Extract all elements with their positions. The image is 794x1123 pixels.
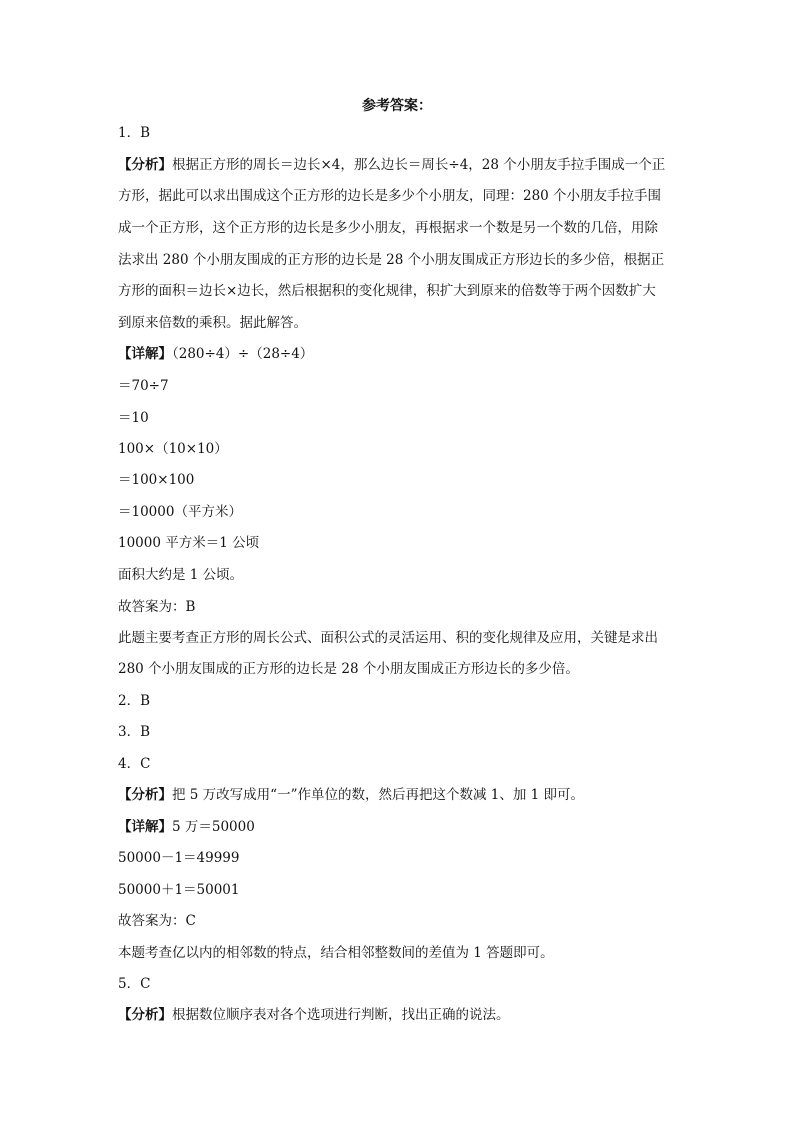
q1-detail-text: （280÷4）÷（28÷4） xyxy=(172,346,314,362)
q2-answer: 2．B xyxy=(118,693,151,709)
q1-analysis-text: 根据正方形的周长＝边长×4，那么边长＝周长÷4，28 个小朋友手拉手围成一个正 xyxy=(172,157,666,173)
analysis-tag: 【分析】 xyxy=(118,787,172,803)
q1-detail-line-4: 100×（10×10） xyxy=(118,441,228,457)
q1-analysis-line-5: 方形的面积＝边长×边长，然后根据积的变化规律，积扩大到原来的倍数等于两个因数扩大 xyxy=(118,283,656,299)
q1-summary-line-2: 280 个小朋友围成的正方形的边长是 28 个小朋友围成正方形边长的多少倍。 xyxy=(118,661,579,677)
q5-analysis-text: 根据数位顺序表对各个选项进行判断，找出正确的说法。 xyxy=(172,1007,510,1023)
detail-tag: 【详解】 xyxy=(118,819,172,835)
q5-analysis-line xyxy=(118,1005,688,1025)
q4-analysis-text: 把 5 万改写成用“一”作单位的数，然后再把这个数减 1、加 1 即可。 xyxy=(172,787,585,803)
q4-detail-line-1 xyxy=(118,817,688,837)
q1-detail-line-2: ＝70÷7 xyxy=(118,378,169,394)
q3-answer: 3．B xyxy=(118,724,151,740)
detail-tag: 【详解】 xyxy=(118,346,172,362)
q1-analysis-line-3: 成一个正方形，这个正方形的边长是多少小朋友，再根据求一个数是另一个数的几倍，用除 xyxy=(118,220,658,236)
q1-analysis-line-6: 到原来倍数的乘积。据此解答。 xyxy=(118,315,307,331)
q1-detail-line-1 xyxy=(118,344,688,364)
q1-analysis-line-4: 法求出 280 个小朋友围成的正方形的边长是 28 个小朋友围成正方形边长的多少倍，根据正 xyxy=(118,252,665,268)
q4-answer: 4．C xyxy=(118,756,151,772)
analysis-tag: 【分析】 xyxy=(118,1007,172,1023)
q1-answer: 1．B xyxy=(118,125,151,141)
q1-detail-line-8: 面积大约是 1 公顷。 xyxy=(118,567,244,583)
q1-detail-line-3: ＝10 xyxy=(118,410,149,426)
q1-analysis-line-1 xyxy=(118,155,688,175)
q4-detail-text: 5 万＝50000 xyxy=(172,819,255,835)
analysis-tag: 【分析】 xyxy=(118,157,172,173)
q4-detail-line-2: 50000－1＝49999 xyxy=(118,850,240,866)
q1-summary-line-1: 此题主要考查正方形的周长公式、面积公式的灵活运用、积的变化规律及应用，关键是求出 xyxy=(118,630,658,646)
q1-analysis-line-2: 方形，据此可以求出围成这个正方形的边长是多少个小朋友，同理：280 个小朋友手拉手围 xyxy=(118,188,662,204)
q5-answer: 5．C xyxy=(118,976,151,992)
q1-detail-line-7: 10000 平方米＝1 公顷 xyxy=(118,535,260,551)
q1-detail-line-5: ＝100×100 xyxy=(118,472,195,488)
q4-analysis-line xyxy=(118,785,688,805)
page-title: 参考答案： xyxy=(362,98,432,114)
q4-summary-line: 本题考查亿以内的相邻数的特点，结合相邻整数间的差值为 1 答题即可。 xyxy=(118,945,554,961)
q4-final-answer: 故答案为：C xyxy=(118,913,196,929)
q4-detail-line-3: 50000＋1＝50001 xyxy=(118,882,240,898)
q1-detail-line-6: ＝10000（平方米） xyxy=(118,504,242,520)
q1-final-answer: 故答案为：B xyxy=(118,599,196,615)
